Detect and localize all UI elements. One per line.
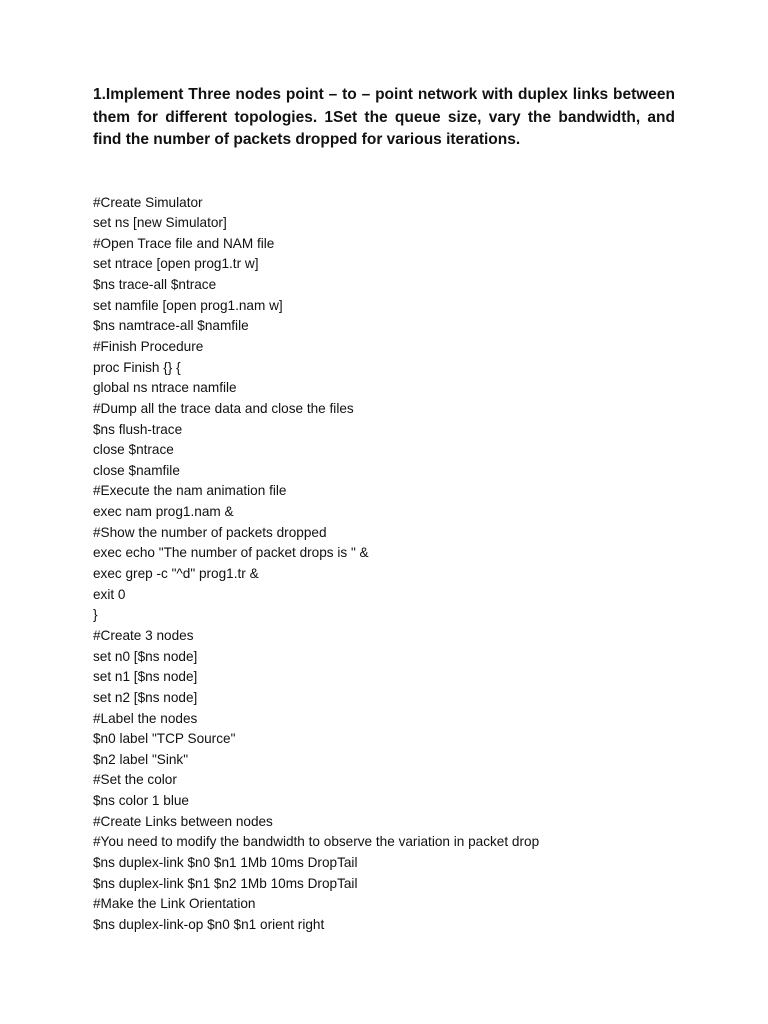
code-line: exec echo "The number of packet drops is " & bbox=[93, 545, 369, 561]
document-page bbox=[93, 84, 675, 936]
question-heading: 1.Implement Three nodes point – to – point network with duplex links between them for different topologies. 1Set the queue size, vary the bandwidth, and find the number of packets dropped for various iterations. bbox=[93, 86, 675, 148]
code-line: $ns namtrace-all $namfile bbox=[93, 318, 249, 334]
code-line: exec grep -c "^d" prog1.tr & bbox=[93, 566, 259, 582]
code-line: #Label the nodes bbox=[93, 710, 198, 726]
code-line: $ns duplex-link $n1 $n2 1Mb 10ms DropTail bbox=[93, 875, 358, 891]
code-line: set ntrace [open prog1.tr w] bbox=[93, 256, 259, 272]
code-line: #Create Links between nodes bbox=[93, 813, 273, 829]
code-line: #Create 3 nodes bbox=[93, 627, 194, 643]
code-line: $n0 label "TCP Source" bbox=[93, 731, 236, 747]
code-line: #Show the number of packets dropped bbox=[93, 524, 327, 540]
code-line: close $ntrace bbox=[93, 442, 174, 458]
code-line: proc Finish {} { bbox=[93, 359, 181, 375]
code-line: exit 0 bbox=[93, 586, 126, 602]
code-line: close $namfile bbox=[93, 462, 180, 478]
code-line: set n2 [$ns node] bbox=[93, 689, 198, 705]
code-line: #Create Simulator bbox=[93, 194, 203, 210]
code-line: set n0 [$ns node] bbox=[93, 648, 198, 664]
code-line: global ns ntrace namfile bbox=[93, 380, 237, 396]
code-listing bbox=[93, 193, 675, 936]
code-line: #Make the Link Orientation bbox=[93, 896, 256, 912]
code-line: set ns [new Simulator] bbox=[93, 215, 227, 231]
code-line: set namfile [open prog1.nam w] bbox=[93, 297, 283, 313]
code-line: $n2 label "Sink" bbox=[93, 751, 189, 767]
code-line: set n1 [$ns node] bbox=[93, 669, 198, 685]
code-line: $ns trace-all $ntrace bbox=[93, 277, 217, 293]
code-line: $ns duplex-link $n0 $n1 1Mb 10ms DropTail bbox=[93, 855, 358, 870]
code-line: $ns color 1 blue bbox=[93, 793, 189, 809]
code-line: #Execute the nam animation file bbox=[93, 483, 287, 499]
code-line: $ns duplex-link-op $n0 $n1 orient right bbox=[93, 916, 325, 932]
code-line: #Dump all the trace data and close the files bbox=[93, 400, 354, 416]
code-line: #You need to modify the bandwidth to observe the variation in packet drop bbox=[93, 834, 540, 850]
code-line: #Finish Procedure bbox=[93, 338, 204, 354]
code-line: exec nam prog1.nam & bbox=[93, 504, 234, 520]
code-line: } bbox=[93, 607, 98, 623]
code-line: #Set the color bbox=[93, 772, 177, 788]
code-line: #Open Trace file and NAM file bbox=[93, 235, 275, 251]
code-line: $ns flush-trace bbox=[93, 421, 183, 437]
